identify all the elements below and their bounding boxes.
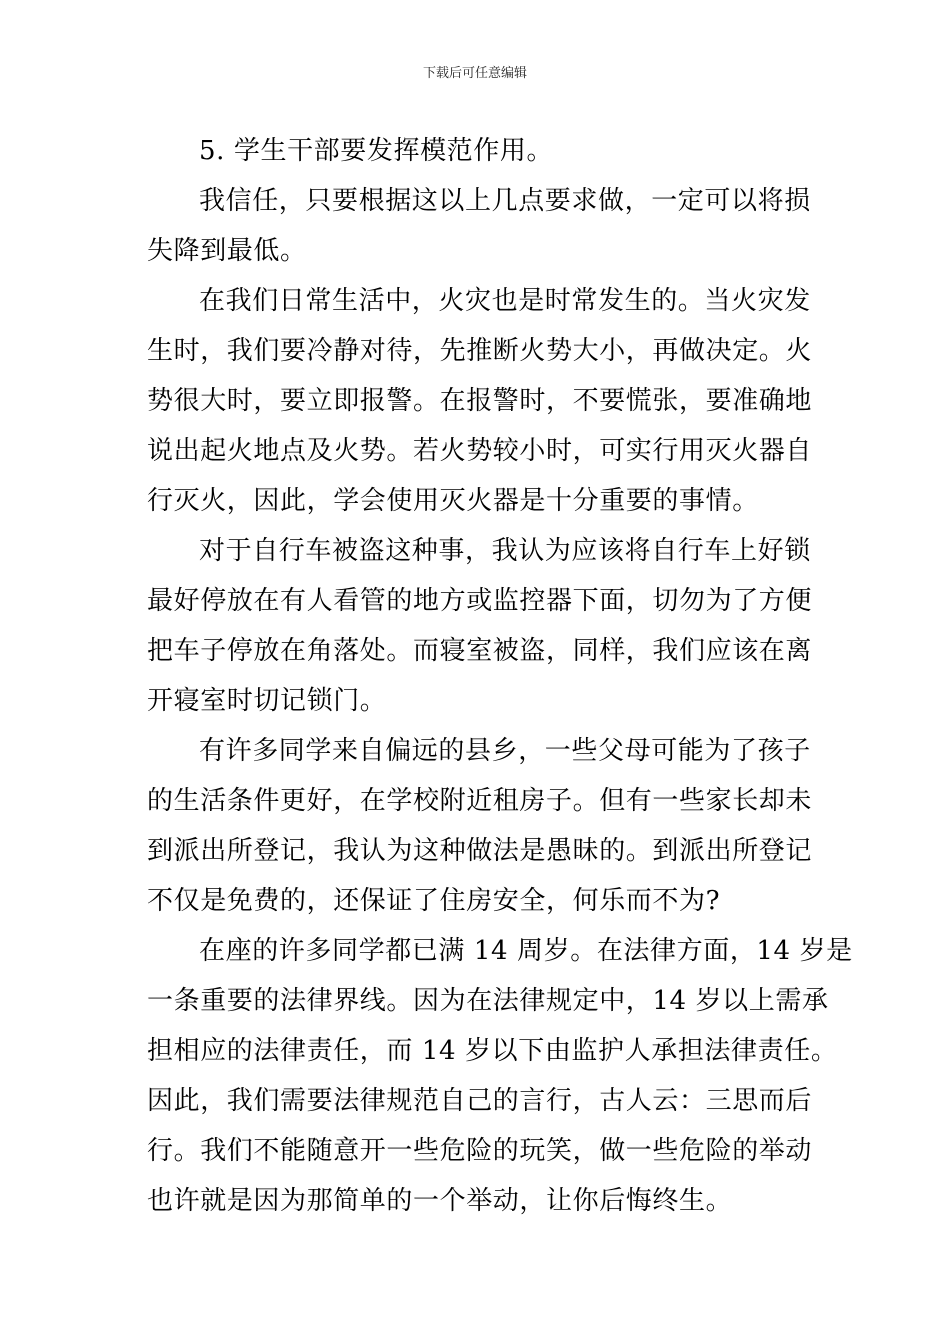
paragraph-6	[147, 926, 853, 1226]
paragraph-2	[147, 176, 811, 276]
text-line: 势很大时，要立即报警。在报警时，不要慌张，要准确地	[147, 386, 813, 416]
text-line: 到派出所登记，我认为这种做法是愚昧的。到派出所登记	[147, 836, 813, 866]
text-line: 5. 学生干部要发挥模范作用。	[199, 136, 554, 166]
document-body	[147, 126, 853, 1226]
text-line: 有许多同学来自偏远的县乡，一些父母可能为了孩子	[199, 736, 811, 766]
text-line: 在我们日常生活中，火灾也是时常发生的。当火灾发	[199, 286, 811, 316]
page-header: 下载后可任意编辑	[422, 66, 527, 81]
text-line: 行。我们不能随意开一些危险的玩笑，做一些危险的举动	[147, 1136, 813, 1166]
text-line: 我信任，只要根据这以上几点要求做，一定可以将损	[199, 186, 811, 216]
text-line: 在座的许多同学都已满 14 周岁。在法律方面，14 岁是	[199, 936, 853, 966]
text-line: 说出起火地点及火势。若火势较小时，可实行用灭火器自	[147, 436, 813, 466]
text-line: 失降到最低。	[147, 236, 307, 266]
text-line: 对于自行车被盗这种事，我认为应该将自行车上好锁	[199, 536, 811, 566]
text-line: 因此，我们需要法律规范自己的言行，古人云：三思而后	[147, 1086, 813, 1116]
text-line: 开寝室时切记锁门。	[147, 686, 387, 716]
paragraph-4	[147, 526, 813, 726]
text-line: 不仅是免费的，还保证了住房安全，何乐而不为?	[147, 886, 721, 916]
text-line: 一条重要的法律界线。因为在法律规定中，14 岁以上需承	[147, 986, 829, 1016]
text-line: 生时，我们要冷静对待，先推断火势大小，再做决定。火	[147, 336, 813, 366]
text-line: 最好停放在有人看管的地方或监控器下面，切勿为了方便	[147, 586, 813, 616]
paragraph-1	[147, 126, 807, 176]
paragraph-3	[147, 276, 813, 526]
text-line: 的生活条件更好，在学校附近租房子。但有一些家长却未	[147, 786, 813, 816]
text-line: 把车子停放在角落处。而寝室被盗，同样，我们应该在离	[147, 636, 813, 666]
text-line: 行灭火，因此，学会使用灭火器是十分重要的事情。	[147, 486, 759, 516]
paragraph-5	[147, 726, 813, 926]
text-line: 也许就是因为那简单的一个举动，让你后悔终生。	[147, 1186, 733, 1216]
text-line: 担相应的法律责任，而 14 岁以下由监护人承担法律责任。	[147, 1036, 838, 1066]
